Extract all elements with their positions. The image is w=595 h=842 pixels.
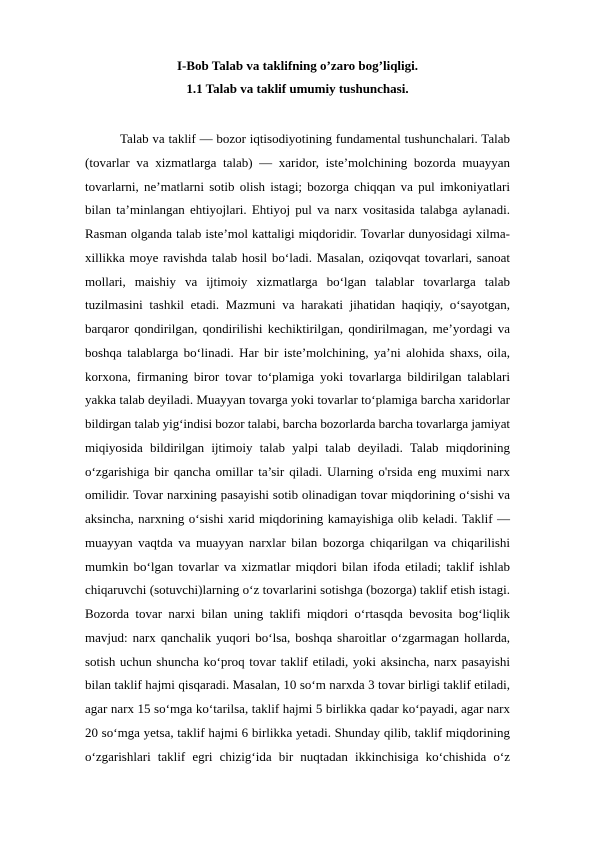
paragraph-line: chiqaruvchi (sotuvchi)larning oʻz tovarlarini sotishga (bozorga) taklif etish istagi. xyxy=(85,582,510,598)
paragraph-line: mavjud: narx qanchalik yuqori boʻlsa, boshqa sharoitlar oʻzgarmagan hollarda, xyxy=(85,629,510,645)
paragraph-line: Rasman olganda talab iste’mol kattaligi miqdoridir. Tovarlar dunyosidagi xilma- xyxy=(85,226,510,241)
paragraph-line: tuzilmasini tashkil etadi. Mazmuni va harakati jihatidan haqiqiy, oʻsayotgan, xyxy=(85,297,510,313)
paragraph-line: muayyan vaqtda va muayyan narxlar bilan bozorga chiqarilgan va chiqarilishi xyxy=(85,534,510,550)
paragraph-line: barqaror qondirilgan, qondirilishi kechiktirilgan, qondirilmagan, me’yordagi va xyxy=(85,321,510,336)
paragraph-line: Bozorda tovar narxi bilan uning taklifi miqdori oʻrtasqda bevosita bogʻliqlik xyxy=(85,606,510,621)
paragraph-line: omilidir. Tovar narxining pasayishi sotib olinadigan tovar miqdorining oʻsishi va xyxy=(85,487,510,503)
paragraph-line: oʻzgarishlari taklif egri chizigʻida bir nuqtadan ikkinchisiga koʻchishida oʻz xyxy=(85,748,510,764)
paragraph-line: oʻzgarishiga bir qancha omillar ta’sir qiladi. Ularning o'rsida eng muximi narx xyxy=(85,463,510,479)
body-paragraph xyxy=(85,127,510,768)
paragraph-line: miqiyosida bildirilgan ijtimoiy talab yalpi talab deyiladi. Talab miqdorining xyxy=(85,439,510,455)
paragraph-line: 20 so‘mga yetsa, taklif hajmi 6 birlikka yetadi. Shunday qilib, taklif miqdorining xyxy=(85,724,510,740)
paragraph-line: sotish uchun shuncha koʻproq tovar taklif etiladi, yoki aksincha, narx pasayishi xyxy=(85,653,510,669)
paragraph-line: Talab va taklif — bozor iqtisodiyotining fundamental tushunchalari. Talab xyxy=(120,131,510,146)
paragraph-line: bildirgan talab yigʻindisi bozor talabi, barcha bozorlarda barcha tovarlarga jamiyat xyxy=(85,416,510,431)
section-title: 1.1 Talab va taklif umumiy tushunchasi. xyxy=(186,81,409,96)
paragraph-line: korxona, firmaning biror tovar toʻplamiga yoki tovarlarga bildirilgan talablari xyxy=(85,368,510,384)
paragraph-line: mollari, maishiy va ijtimoiy xizmatlarga boʻlgan talablar tovarlarga talab xyxy=(85,273,510,289)
paragraph-line: boshqa talablarga boʻlinadi. Har bir iste’molchining, ya’ni alohida shaxs, oila, xyxy=(85,344,510,360)
paragraph-line: aksincha, narxning oʻsishi xarid miqdorining kamayishiga olib keladi. Taklif — xyxy=(85,511,510,526)
chapter-title: I-Bob Talab va taklifning o’zaro bog’liqligi. xyxy=(176,58,419,73)
paragraph-line: xillikka moye ravishda talab hosil boʻladi. Masalan, oziqovqat tovarlari, sanoat xyxy=(85,249,510,265)
paragraph-line: bilan ta’minlangan ehtiyojlari. Ehtiyoj pul va narx vositasida talabga aylanadi. xyxy=(85,202,510,218)
paragraph-line: (tovarlar va xizmatlarga talab) — xaridor, iste’molchining bozorda muayyan xyxy=(85,154,510,170)
paragraph-line: bilan taklif hajmi qisqaradi. Masalan, 10 soʻm narxda 3 tovar birligi taklif etiladi, xyxy=(85,677,510,693)
paragraph-line: mumkin boʻlgan tovarlar va xizmatlar miqdori bilan ifoda etiladi; taklif ishlab xyxy=(85,558,510,574)
paragraph-line: agar narx 15 soʻmga koʻtarilsa, taklif hajmi 5 birlikka qadar koʻpayadi, agar narx xyxy=(85,701,510,716)
paragraph-line: tovarlarni, ne’matlarni sotib olish istagi; bozorga chiqqan va pul imkoniyatlari xyxy=(85,178,510,194)
paragraph-line: yakka talab deyiladi. Muayyan tovarga yoki tovarlar toʻplamiga barcha xaridorlar xyxy=(85,392,510,408)
